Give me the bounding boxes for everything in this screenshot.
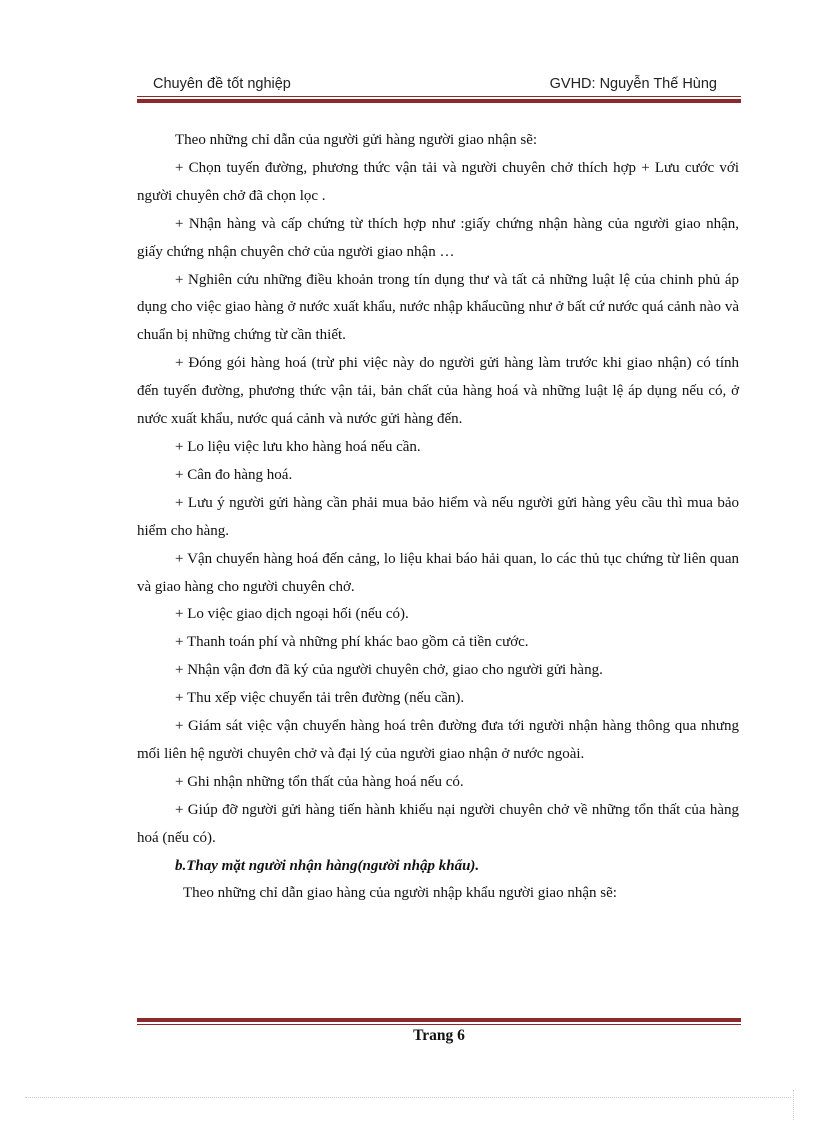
paragraph: + Nghiên cứu những điều khoản trong tín dụng thư và tất cả những luật lệ của chinh phủ áp dụng cho việc giao hàng ở nước xuất khẩu, nước nhập khẩucũng như ở bất cứ nước quá cảnh nào và chuẩn bị những chứng từ cần thiết. xyxy=(137,271,739,344)
section-subheading: b.Thay mặt người nhận hàng(người nhập khẩu). xyxy=(175,857,480,874)
paragraph: Theo những chỉ dẫn giao hàng của người nhập khẩu người giao nhận sẽ: xyxy=(183,885,617,902)
paragraph: + Ghi nhận những tổn thất của hàng hoá nếu có. xyxy=(175,773,464,790)
paragraph: + Thu xếp việc chuyển tải trên đường (nếu cần). xyxy=(175,690,465,707)
header-divider xyxy=(137,96,741,103)
header-supervisor: GVHD: Nguyễn Thế Hùng xyxy=(549,76,717,92)
paragraph: + Lo liệu việc lưu kho hàng hoá nếu cần. xyxy=(175,438,421,455)
paragraph: + Nhận hàng và cấp chứng từ thích hợp như :giấy chứng nhận hàng của người giao nhận, giấy chứng nhận chuyên chở của người giao nhận … xyxy=(137,215,739,260)
document-body xyxy=(137,127,739,908)
paragraph: + Giúp đỡ người gửi hàng tiến hành khiếu nại người chuyên chở về những tổn thất của hàng hoá (nếu có). xyxy=(137,801,739,846)
paragraph: + Cân đo hàng hoá. xyxy=(175,466,293,483)
paragraph: + Đóng gói hàng hoá (trừ phi việc này do người gửi hàng làm trước khi giao nhận) có tính đến tuyến đường, phương thức vận tải, bản chất của hàng hoá và những luật lệ áp dụng nếu có, ở nước xuất khẩu, nước quá cảnh và nước gửi hàng đến. xyxy=(137,355,739,428)
paragraph: + Chọn tuyến đường, phương thức vận tải và người chuyên chở thích hợp + Lưu cước với người chuyên chở đã chọn lọc . xyxy=(137,159,739,204)
page-corner-guide xyxy=(793,1090,794,1120)
page-number: Trang 6 xyxy=(413,1027,465,1044)
paragraph: + Lo việc giao dịch ngoại hối (nếu có). xyxy=(175,606,409,623)
paragraph: + Vận chuyển hàng hoá đến cảng, lo liệu khai báo hải quan, lo các thủ tục chứng từ liên quan và giao hàng cho người chuyên chở. xyxy=(137,550,739,595)
paragraph: + Nhận vận đơn đã ký của người chuyên chở, giao cho người gửi hàng. xyxy=(175,662,603,679)
footer-divider xyxy=(137,1018,741,1025)
page-edge-guide xyxy=(25,1097,791,1098)
header-title: Chuyên đề tốt nghiệp xyxy=(153,76,291,92)
paragraph: Theo những chỉ dẫn của người gửi hàng người giao nhận sẽ: xyxy=(175,132,538,148)
paragraph: + Thanh toán phí và những phí khác bao gồm cả tiền cước. xyxy=(175,634,529,651)
paragraph: + Giám sát việc vận chuyển hàng hoá trên đường đưa tới người nhận hàng thông qua nhưng mối liên hệ người chuyên chở và đại lý của người giao nhận ở nước ngoài. xyxy=(137,718,739,762)
paragraph: + Lưu ý người gửi hàng cần phải mua bảo hiểm và nếu người gửi hàng yêu cầu thì mua bảo hiểm cho hàng. xyxy=(137,494,739,539)
page-header xyxy=(137,76,741,96)
